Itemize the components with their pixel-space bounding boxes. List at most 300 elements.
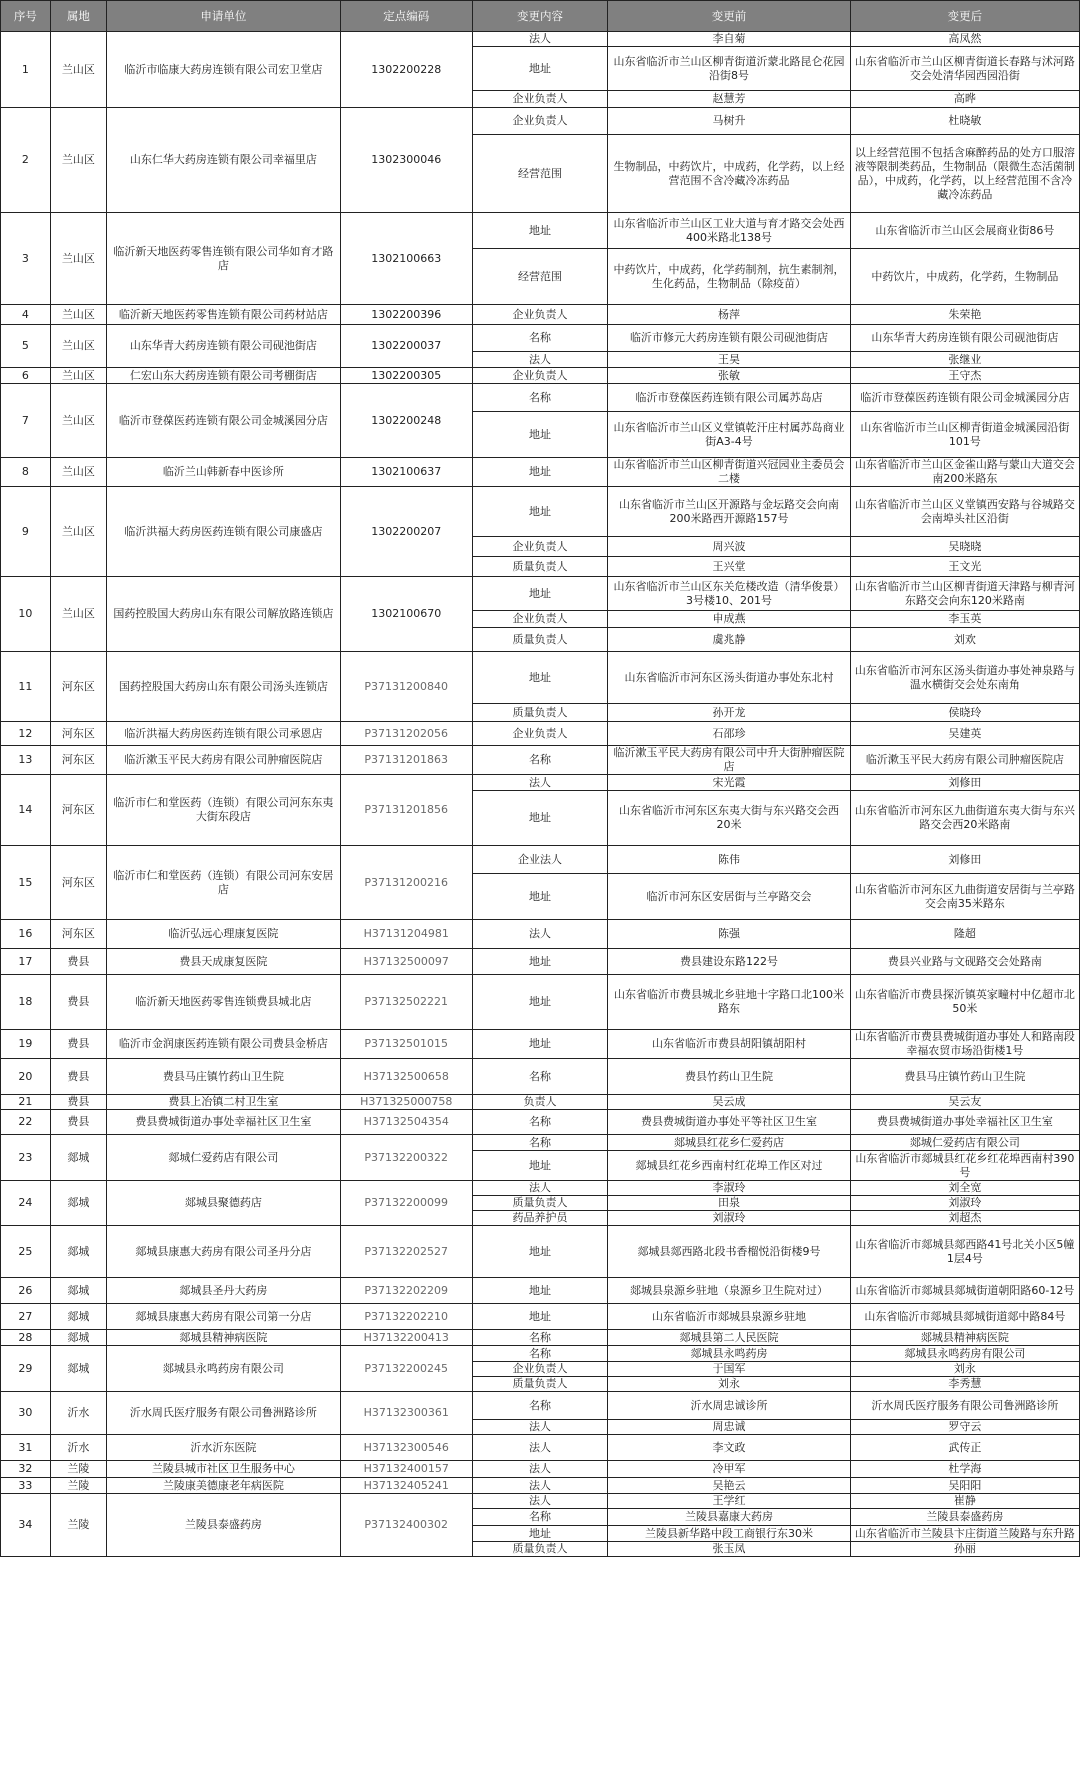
table-row bbox=[1, 577, 1080, 611]
before-cell: 于国军 bbox=[608, 1362, 851, 1377]
after-cell: 费县兴业路与文砚路交会处路南 bbox=[850, 949, 1079, 975]
applicant-cell: 临沂洪福大药房医药连锁有限公司康盛店 bbox=[107, 487, 341, 577]
after-cell: 罗守云 bbox=[850, 1420, 1079, 1435]
table-row bbox=[1, 975, 1080, 1030]
after-cell: 兰陵县泰盛药房 bbox=[850, 1509, 1079, 1526]
after-cell: 山东华青大药房连锁有限公司砚池街店 bbox=[850, 325, 1079, 352]
table-row bbox=[1, 1030, 1080, 1059]
row-number: 22 bbox=[1, 1110, 51, 1135]
after-cell: 费县马庄镇竹药山卫生院 bbox=[850, 1059, 1079, 1095]
code-cell: P37132400302 bbox=[340, 1494, 472, 1557]
applicant-cell: 费县上冶镇二村卫生室 bbox=[107, 1095, 341, 1110]
after-cell: 刘永 bbox=[850, 1362, 1079, 1377]
change-item-cell: 地址 bbox=[472, 874, 607, 920]
row-number: 34 bbox=[1, 1494, 51, 1557]
applicant-cell: 临沂兰山韩新春中医诊所 bbox=[107, 458, 341, 487]
before-cell: 周忠诚 bbox=[608, 1420, 851, 1435]
change-item-cell: 法人 bbox=[472, 775, 607, 791]
after-cell: 郯城仁爱药店有限公司 bbox=[850, 1135, 1079, 1151]
area-cell: 郯城 bbox=[50, 1304, 106, 1330]
code-cell: 1302300046 bbox=[340, 108, 472, 213]
before-cell: 山东省临沂市兰山区柳青街道兴冠园业主委员会二楼 bbox=[608, 458, 851, 487]
before-cell: 郯城县第二人民医院 bbox=[608, 1330, 851, 1346]
applicant-cell: 国药控股国大药房山东有限公司汤头连锁店 bbox=[107, 652, 341, 722]
after-cell: 刘欢 bbox=[850, 628, 1079, 652]
applicant-cell: 兰陵县城市社区卫生服务中心 bbox=[107, 1461, 341, 1478]
code-cell: 1302100670 bbox=[340, 577, 472, 652]
before-cell: 李文政 bbox=[608, 1435, 851, 1461]
before-cell: 山东省临沂市河东区东夷大街与东兴路交会西20米 bbox=[608, 791, 851, 846]
after-cell: 刘超杰 bbox=[850, 1211, 1079, 1226]
applicant-cell: 费县天成康复医院 bbox=[107, 949, 341, 975]
after-cell: 山东省临沂市河东区九曲街道安居街与兰亭路交会南35米路东 bbox=[850, 874, 1079, 920]
row-number: 32 bbox=[1, 1461, 51, 1478]
before-cell: 马树升 bbox=[608, 108, 851, 135]
area-cell: 郯城 bbox=[50, 1330, 106, 1346]
table-row bbox=[1, 1135, 1080, 1151]
row-number: 20 bbox=[1, 1059, 51, 1095]
area-cell: 河东区 bbox=[50, 746, 106, 775]
code-cell: H37132200413 bbox=[340, 1330, 472, 1346]
applicant-cell: 临沂市临康大药房连锁有限公司宏卫堂店 bbox=[107, 32, 341, 108]
area-cell: 兰山区 bbox=[50, 368, 106, 384]
after-cell: 吴建英 bbox=[850, 722, 1079, 746]
header-seq: 序号 bbox=[1, 1, 51, 32]
change-item-cell: 地址 bbox=[472, 577, 607, 611]
change-item-cell: 名称 bbox=[472, 1509, 607, 1526]
after-cell: 朱荣艳 bbox=[850, 305, 1079, 325]
area-cell: 郯城 bbox=[50, 1135, 106, 1181]
after-cell: 杜晓敏 bbox=[850, 108, 1079, 135]
row-number: 18 bbox=[1, 975, 51, 1030]
after-cell: 以上经营范围不包括含麻醉药品的处方口服溶液等限制类药品，生物制品（限微生态活菌制品），中成药，化学药，以上经营范围不含冷藏冷冻药品 bbox=[850, 135, 1079, 213]
area-cell: 河东区 bbox=[50, 920, 106, 949]
after-cell: 杜学海 bbox=[850, 1461, 1079, 1478]
after-cell: 山东省临沂市兰陵县卞庄街道兰陵路与东升路 bbox=[850, 1526, 1079, 1542]
area-cell: 兰山区 bbox=[50, 458, 106, 487]
applicant-cell: 兰陵康美德康老年病医院 bbox=[107, 1478, 341, 1494]
area-cell: 兰山区 bbox=[50, 577, 106, 652]
row-number: 19 bbox=[1, 1030, 51, 1059]
header-code: 定点编码 bbox=[340, 1, 472, 32]
area-cell: 兰陵 bbox=[50, 1461, 106, 1478]
change-item-cell: 企业负责人 bbox=[472, 1362, 607, 1377]
change-item-cell: 药品养护员 bbox=[472, 1211, 607, 1226]
applicant-cell: 郯城县圣丹大药房 bbox=[107, 1278, 341, 1304]
table-row bbox=[1, 652, 1080, 704]
change-item-cell: 负责人 bbox=[472, 1095, 607, 1110]
row-number: 25 bbox=[1, 1226, 51, 1278]
before-cell: 临沂市河东区安居街与兰亭路交会 bbox=[608, 874, 851, 920]
change-item-cell: 地址 bbox=[472, 1278, 607, 1304]
code-cell: P37132200322 bbox=[340, 1135, 472, 1181]
header-row bbox=[1, 1, 1080, 32]
table-row bbox=[1, 32, 1080, 47]
after-cell: 吴阳阳 bbox=[850, 1478, 1079, 1494]
after-cell: 武传正 bbox=[850, 1435, 1079, 1461]
change-item-cell: 地址 bbox=[472, 791, 607, 846]
table-row bbox=[1, 1226, 1080, 1278]
area-cell: 费县 bbox=[50, 975, 106, 1030]
row-number: 12 bbox=[1, 722, 51, 746]
before-cell: 郯城县永鸣药房 bbox=[608, 1346, 851, 1362]
code-cell: P37131200216 bbox=[340, 846, 472, 920]
before-cell: 山东省临沂市郯城县泉源乡驻地 bbox=[608, 1304, 851, 1330]
table-row bbox=[1, 920, 1080, 949]
code-cell: P37131201856 bbox=[340, 775, 472, 846]
code-cell: H37131204981 bbox=[340, 920, 472, 949]
area-cell: 河东区 bbox=[50, 846, 106, 920]
area-cell: 兰山区 bbox=[50, 384, 106, 458]
change-item-cell: 质量负责人 bbox=[472, 704, 607, 722]
before-cell: 吴云成 bbox=[608, 1095, 851, 1110]
table-row bbox=[1, 368, 1080, 384]
table-row bbox=[1, 775, 1080, 791]
applicant-cell: 郯城县聚德药店 bbox=[107, 1181, 341, 1226]
area-cell: 郯城 bbox=[50, 1181, 106, 1226]
code-cell: H37132405241 bbox=[340, 1478, 472, 1494]
after-cell: 高晔 bbox=[850, 91, 1079, 108]
area-cell: 兰陵 bbox=[50, 1478, 106, 1494]
row-number: 28 bbox=[1, 1330, 51, 1346]
after-cell: 刘修田 bbox=[850, 775, 1079, 791]
area-cell: 费县 bbox=[50, 1030, 106, 1059]
change-item-cell: 经营范围 bbox=[472, 249, 607, 305]
applicant-cell: 郯城县精神病医院 bbox=[107, 1330, 341, 1346]
before-cell: 费县竹药山卫生院 bbox=[608, 1059, 851, 1095]
change-item-cell: 企业负责人 bbox=[472, 722, 607, 746]
before-cell: 石邵珍 bbox=[608, 722, 851, 746]
after-cell: 郯城县永鸣药房有限公司 bbox=[850, 1346, 1079, 1362]
change-item-cell: 名称 bbox=[472, 746, 607, 775]
area-cell: 郯城 bbox=[50, 1226, 106, 1278]
table-row bbox=[1, 949, 1080, 975]
after-cell: 隆超 bbox=[850, 920, 1079, 949]
row-number: 11 bbox=[1, 652, 51, 722]
before-cell: 宋光霞 bbox=[608, 775, 851, 791]
header-change-item: 变更内容 bbox=[472, 1, 607, 32]
before-cell: 王学红 bbox=[608, 1494, 851, 1509]
table-row bbox=[1, 1110, 1080, 1135]
before-cell: 中药饮片，中成药，化学药制剂，抗生素制剂，生化药品，生物制品（除疫苗） bbox=[608, 249, 851, 305]
after-cell: 山东省临沂市兰山区义堂镇西安路与谷城路交会南埠头社区沿街 bbox=[850, 487, 1079, 537]
applicant-cell: 临沂弘远心理康复医院 bbox=[107, 920, 341, 949]
code-cell: P37131200840 bbox=[340, 652, 472, 722]
change-item-cell: 法人 bbox=[472, 352, 607, 368]
code-cell: P37132501015 bbox=[340, 1030, 472, 1059]
header-before: 变更前 bbox=[608, 1, 851, 32]
table-row bbox=[1, 325, 1080, 352]
change-item-cell: 企业负责人 bbox=[472, 611, 607, 628]
before-cell: 郯城县郯西路北段书香榴悦沿街楼9号 bbox=[608, 1226, 851, 1278]
applicant-cell: 费县费城街道办事处幸福社区卫生室 bbox=[107, 1110, 341, 1135]
code-cell: 1302200305 bbox=[340, 368, 472, 384]
applicant-cell: 沂水周氏医疗服务有限公司鲁洲路诊所 bbox=[107, 1392, 341, 1435]
after-cell: 临沂市登葆医药连锁有限公司金城溪园分店 bbox=[850, 384, 1079, 412]
header-applicant: 申请单位 bbox=[107, 1, 341, 32]
after-cell: 孙丽 bbox=[850, 1542, 1079, 1557]
row-number: 31 bbox=[1, 1435, 51, 1461]
table-row bbox=[1, 1494, 1080, 1509]
row-number: 13 bbox=[1, 746, 51, 775]
change-item-cell: 企业法人 bbox=[472, 846, 607, 874]
table-row bbox=[1, 1059, 1080, 1095]
code-cell: P37132200099 bbox=[340, 1181, 472, 1226]
after-cell: 山东省临沂市郯城县郯城街道郯中路84号 bbox=[850, 1304, 1079, 1330]
after-cell: 中药饮片，中成药，化学药，生物制品 bbox=[850, 249, 1079, 305]
area-cell: 河东区 bbox=[50, 652, 106, 722]
table-row bbox=[1, 1346, 1080, 1362]
after-cell: 沂水周氏医疗服务有限公司鲁洲路诊所 bbox=[850, 1392, 1079, 1420]
after-cell: 山东省临沂市兰山区金雀山路与蒙山大道交会南200米路东 bbox=[850, 458, 1079, 487]
after-cell: 山东省临沂市兰山区柳青街道长春路与沭河路交会处清华园西园沿街 bbox=[850, 47, 1079, 91]
area-cell: 兰山区 bbox=[50, 108, 106, 213]
change-item-cell: 地址 bbox=[472, 1304, 607, 1330]
before-cell: 费县费城街道办事处平等社区卫生室 bbox=[608, 1110, 851, 1135]
code-cell: P37132202209 bbox=[340, 1278, 472, 1304]
area-cell: 兰山区 bbox=[50, 305, 106, 325]
row-number: 24 bbox=[1, 1181, 51, 1226]
applicant-cell: 山东华青大药房连锁有限公司砚池街店 bbox=[107, 325, 341, 368]
before-cell: 山东省临沂市兰山区柳青街道沂蒙北路昆仑花园沿街8号 bbox=[608, 47, 851, 91]
change-item-cell: 质量负责人 bbox=[472, 628, 607, 652]
applicant-cell: 临沂市仁和堂医药（连锁）有限公司河东东夷大街东段店 bbox=[107, 775, 341, 846]
table-row bbox=[1, 846, 1080, 874]
change-item-cell: 地址 bbox=[472, 1030, 607, 1059]
change-item-cell: 地址 bbox=[472, 487, 607, 537]
after-cell: 山东省临沂市郯城县郯西路41号北关小区5幢1层4号 bbox=[850, 1226, 1079, 1278]
after-cell: 高凤然 bbox=[850, 32, 1079, 47]
table-row bbox=[1, 487, 1080, 537]
code-cell: H37132500097 bbox=[340, 949, 472, 975]
code-cell: P37132202210 bbox=[340, 1304, 472, 1330]
table-row bbox=[1, 1278, 1080, 1304]
code-cell: P37132200245 bbox=[340, 1346, 472, 1392]
table-row bbox=[1, 108, 1080, 135]
before-cell: 山东省临沂市兰山区东关危楼改造（清华俊景）3号楼10、201号 bbox=[608, 577, 851, 611]
row-number: 9 bbox=[1, 487, 51, 577]
after-cell: 吴云友 bbox=[850, 1095, 1079, 1110]
header-area: 属地 bbox=[50, 1, 106, 32]
after-cell: 山东省临沂市郯城县红花乡红花埠西南村390号 bbox=[850, 1151, 1079, 1181]
applicant-cell: 临沂漱玉平民大药房有限公司肿瘤医院店 bbox=[107, 746, 341, 775]
code-cell: H37132300361 bbox=[340, 1392, 472, 1435]
change-item-cell: 地址 bbox=[472, 458, 607, 487]
code-cell: P37132502221 bbox=[340, 975, 472, 1030]
change-item-cell: 法人 bbox=[472, 1420, 607, 1435]
area-cell: 兰山区 bbox=[50, 487, 106, 577]
row-number: 7 bbox=[1, 384, 51, 458]
before-cell: 临沂市登葆医药连锁有限公司属苏岛店 bbox=[608, 384, 851, 412]
change-item-cell: 法人 bbox=[472, 1494, 607, 1509]
after-cell: 山东省临沂市兰山区会展商业街86号 bbox=[850, 213, 1079, 249]
after-cell: 山东省临沂市郯城县郯城街道朝阳路60-12号 bbox=[850, 1278, 1079, 1304]
code-cell: 1302200207 bbox=[340, 487, 472, 577]
change-item-cell: 企业负责人 bbox=[472, 305, 607, 325]
after-cell: 山东省临沂市河东区九曲街道东夷大街与东兴路交会西20米路南 bbox=[850, 791, 1079, 846]
change-item-cell: 名称 bbox=[472, 1330, 607, 1346]
change-item-cell: 名称 bbox=[472, 1059, 607, 1095]
before-cell: 兰陵县新华路中段工商银行东30米 bbox=[608, 1526, 851, 1542]
applicant-cell: 临沂市仁和堂医药（连锁）有限公司河东安居店 bbox=[107, 846, 341, 920]
applicant-cell: 仁宏山东大药房连锁有限公司考棚街店 bbox=[107, 368, 341, 384]
change-item-cell: 企业负责人 bbox=[472, 91, 607, 108]
after-cell: 费县费城街道办事处幸福社区卫生室 bbox=[850, 1110, 1079, 1135]
before-cell: 吴艳云 bbox=[608, 1478, 851, 1494]
change-item-cell: 地址 bbox=[472, 213, 607, 249]
change-item-cell: 地址 bbox=[472, 949, 607, 975]
area-cell: 费县 bbox=[50, 1059, 106, 1095]
row-number: 17 bbox=[1, 949, 51, 975]
code-cell: 1302200248 bbox=[340, 384, 472, 458]
before-cell: 李自菊 bbox=[608, 32, 851, 47]
table-row bbox=[1, 1330, 1080, 1346]
row-number: 14 bbox=[1, 775, 51, 846]
after-cell: 刘全宽 bbox=[850, 1181, 1079, 1196]
applicant-cell: 郯城县康惠大药房有限公司圣丹分店 bbox=[107, 1226, 341, 1278]
before-cell: 沂水周忠诚诊所 bbox=[608, 1392, 851, 1420]
code-cell: H371325000758 bbox=[340, 1095, 472, 1110]
change-item-cell: 质量负责人 bbox=[472, 1542, 607, 1557]
after-cell: 山东省临沂市兰山区柳青街道天津路与柳青河东路交会向东120米路南 bbox=[850, 577, 1079, 611]
area-cell: 费县 bbox=[50, 1110, 106, 1135]
table-row bbox=[1, 1461, 1080, 1478]
table-row bbox=[1, 746, 1080, 775]
before-cell: 郯城县红花乡仁爱药店 bbox=[608, 1135, 851, 1151]
before-cell: 赵慧芳 bbox=[608, 91, 851, 108]
table-row bbox=[1, 1435, 1080, 1461]
before-cell: 王昊 bbox=[608, 352, 851, 368]
after-cell: 刘淑玲 bbox=[850, 1196, 1079, 1211]
change-item-cell: 法人 bbox=[472, 1478, 607, 1494]
change-item-cell: 法人 bbox=[472, 1181, 607, 1196]
change-item-cell: 法人 bbox=[472, 1461, 607, 1478]
change-item-cell: 企业负责人 bbox=[472, 368, 607, 384]
before-cell: 冷甲军 bbox=[608, 1461, 851, 1478]
applicant-cell: 兰陵县泰盛药房 bbox=[107, 1494, 341, 1557]
header-after: 变更后 bbox=[850, 1, 1079, 32]
before-cell: 兰陵县嘉康大药房 bbox=[608, 1509, 851, 1526]
table-row bbox=[1, 213, 1080, 249]
change-item-cell: 经营范围 bbox=[472, 135, 607, 213]
change-item-cell: 质量负责人 bbox=[472, 1196, 607, 1211]
change-item-cell: 地址 bbox=[472, 1151, 607, 1181]
change-item-cell: 地址 bbox=[472, 47, 607, 91]
change-item-cell: 企业负责人 bbox=[472, 108, 607, 135]
applicant-cell: 郯城仁爱药店有限公司 bbox=[107, 1135, 341, 1181]
code-cell: H37132504354 bbox=[340, 1110, 472, 1135]
applicant-cell: 郯城县康惠大药房有限公司第一分店 bbox=[107, 1304, 341, 1330]
after-cell: 临沂漱玉平民大药房有限公司肿瘤医院店 bbox=[850, 746, 1079, 775]
change-item-cell: 名称 bbox=[472, 1110, 607, 1135]
before-cell: 郯城县泉源乡驻地（泉源乡卫生院对过） bbox=[608, 1278, 851, 1304]
change-item-cell: 地址 bbox=[472, 412, 607, 458]
table-row bbox=[1, 1095, 1080, 1110]
applicant-cell: 郯城县永鸣药房有限公司 bbox=[107, 1346, 341, 1392]
code-cell: 1302100663 bbox=[340, 213, 472, 305]
before-cell: 刘永 bbox=[608, 1377, 851, 1392]
before-cell: 田泉 bbox=[608, 1196, 851, 1211]
change-item-cell: 名称 bbox=[472, 1135, 607, 1151]
applicant-cell: 国药控股国大药房山东有限公司解放路连锁店 bbox=[107, 577, 341, 652]
area-cell: 河东区 bbox=[50, 775, 106, 846]
code-cell: H37132300546 bbox=[340, 1435, 472, 1461]
applicant-cell: 临沂新天地医药零售连锁有限公司华如育才路店 bbox=[107, 213, 341, 305]
code-cell: H37132500658 bbox=[340, 1059, 472, 1095]
area-cell: 兰陵 bbox=[50, 1494, 106, 1557]
after-cell: 王守杰 bbox=[850, 368, 1079, 384]
after-cell: 王文光 bbox=[850, 557, 1079, 577]
code-cell: 1302200228 bbox=[340, 32, 472, 108]
area-cell: 郯城 bbox=[50, 1278, 106, 1304]
after-cell: 吴晓晓 bbox=[850, 537, 1079, 557]
change-item-cell: 法人 bbox=[472, 920, 607, 949]
change-item-cell: 质量负责人 bbox=[472, 1377, 607, 1392]
before-cell: 李淑玲 bbox=[608, 1181, 851, 1196]
before-cell: 陈伟 bbox=[608, 846, 851, 874]
area-cell: 郯城 bbox=[50, 1346, 106, 1392]
change-item-cell: 法人 bbox=[472, 32, 607, 47]
area-cell: 河东区 bbox=[50, 722, 106, 746]
table-row bbox=[1, 1181, 1080, 1196]
change-item-cell: 法人 bbox=[472, 1435, 607, 1461]
before-cell: 王兴堂 bbox=[608, 557, 851, 577]
before-cell: 陈强 bbox=[608, 920, 851, 949]
applicant-cell: 山东仁华大药房连锁有限公司幸福里店 bbox=[107, 108, 341, 213]
before-cell: 费县建设东路122号 bbox=[608, 949, 851, 975]
after-cell: 刘修田 bbox=[850, 846, 1079, 874]
before-cell: 临沂漱玉平民大药房有限公司中升大街肿瘤医院店 bbox=[608, 746, 851, 775]
applicant-cell: 临沂新天地医药零售连锁费县城北店 bbox=[107, 975, 341, 1030]
before-cell: 山东省临沂市兰山区工业大道与育才路交会处西400米路北138号 bbox=[608, 213, 851, 249]
area-cell: 兰山区 bbox=[50, 213, 106, 305]
after-cell: 张继业 bbox=[850, 352, 1079, 368]
table-row bbox=[1, 305, 1080, 325]
applicant-cell: 临沂市金润康医药连锁有限公司费县金桥店 bbox=[107, 1030, 341, 1059]
table-row bbox=[1, 1478, 1080, 1494]
row-number: 2 bbox=[1, 108, 51, 213]
after-cell: 李秀慧 bbox=[850, 1377, 1079, 1392]
row-number: 29 bbox=[1, 1346, 51, 1392]
before-cell: 临沂市修元大药房连锁有限公司砚池街店 bbox=[608, 325, 851, 352]
table-row bbox=[1, 458, 1080, 487]
row-number: 6 bbox=[1, 368, 51, 384]
row-number: 5 bbox=[1, 325, 51, 368]
applicant-cell: 沂水沂东医院 bbox=[107, 1435, 341, 1461]
before-cell: 申成燕 bbox=[608, 611, 851, 628]
after-cell: 山东省临沂市河东区汤头街道办事处神泉路与温水横街交会处东南角 bbox=[850, 652, 1079, 704]
row-number: 27 bbox=[1, 1304, 51, 1330]
row-number: 23 bbox=[1, 1135, 51, 1181]
applicant-cell: 临沂洪福大药房医药连锁有限公司承恩店 bbox=[107, 722, 341, 746]
area-cell: 兰山区 bbox=[50, 32, 106, 108]
row-number: 1 bbox=[1, 32, 51, 108]
change-item-cell: 地址 bbox=[472, 652, 607, 704]
before-cell: 孙开龙 bbox=[608, 704, 851, 722]
row-number: 10 bbox=[1, 577, 51, 652]
table-row bbox=[1, 384, 1080, 412]
change-item-cell: 地址 bbox=[472, 1526, 607, 1542]
row-number: 30 bbox=[1, 1392, 51, 1435]
code-cell: H37132400157 bbox=[340, 1461, 472, 1478]
before-cell: 山东省临沂市兰山区义堂镇乾汗庄村属苏岛商业街A3-4号 bbox=[608, 412, 851, 458]
code-cell: P37131201863 bbox=[340, 746, 472, 775]
before-cell: 周兴波 bbox=[608, 537, 851, 557]
table-row bbox=[1, 722, 1080, 746]
row-number: 3 bbox=[1, 213, 51, 305]
row-number: 21 bbox=[1, 1095, 51, 1110]
after-cell: 崔静 bbox=[850, 1494, 1079, 1509]
